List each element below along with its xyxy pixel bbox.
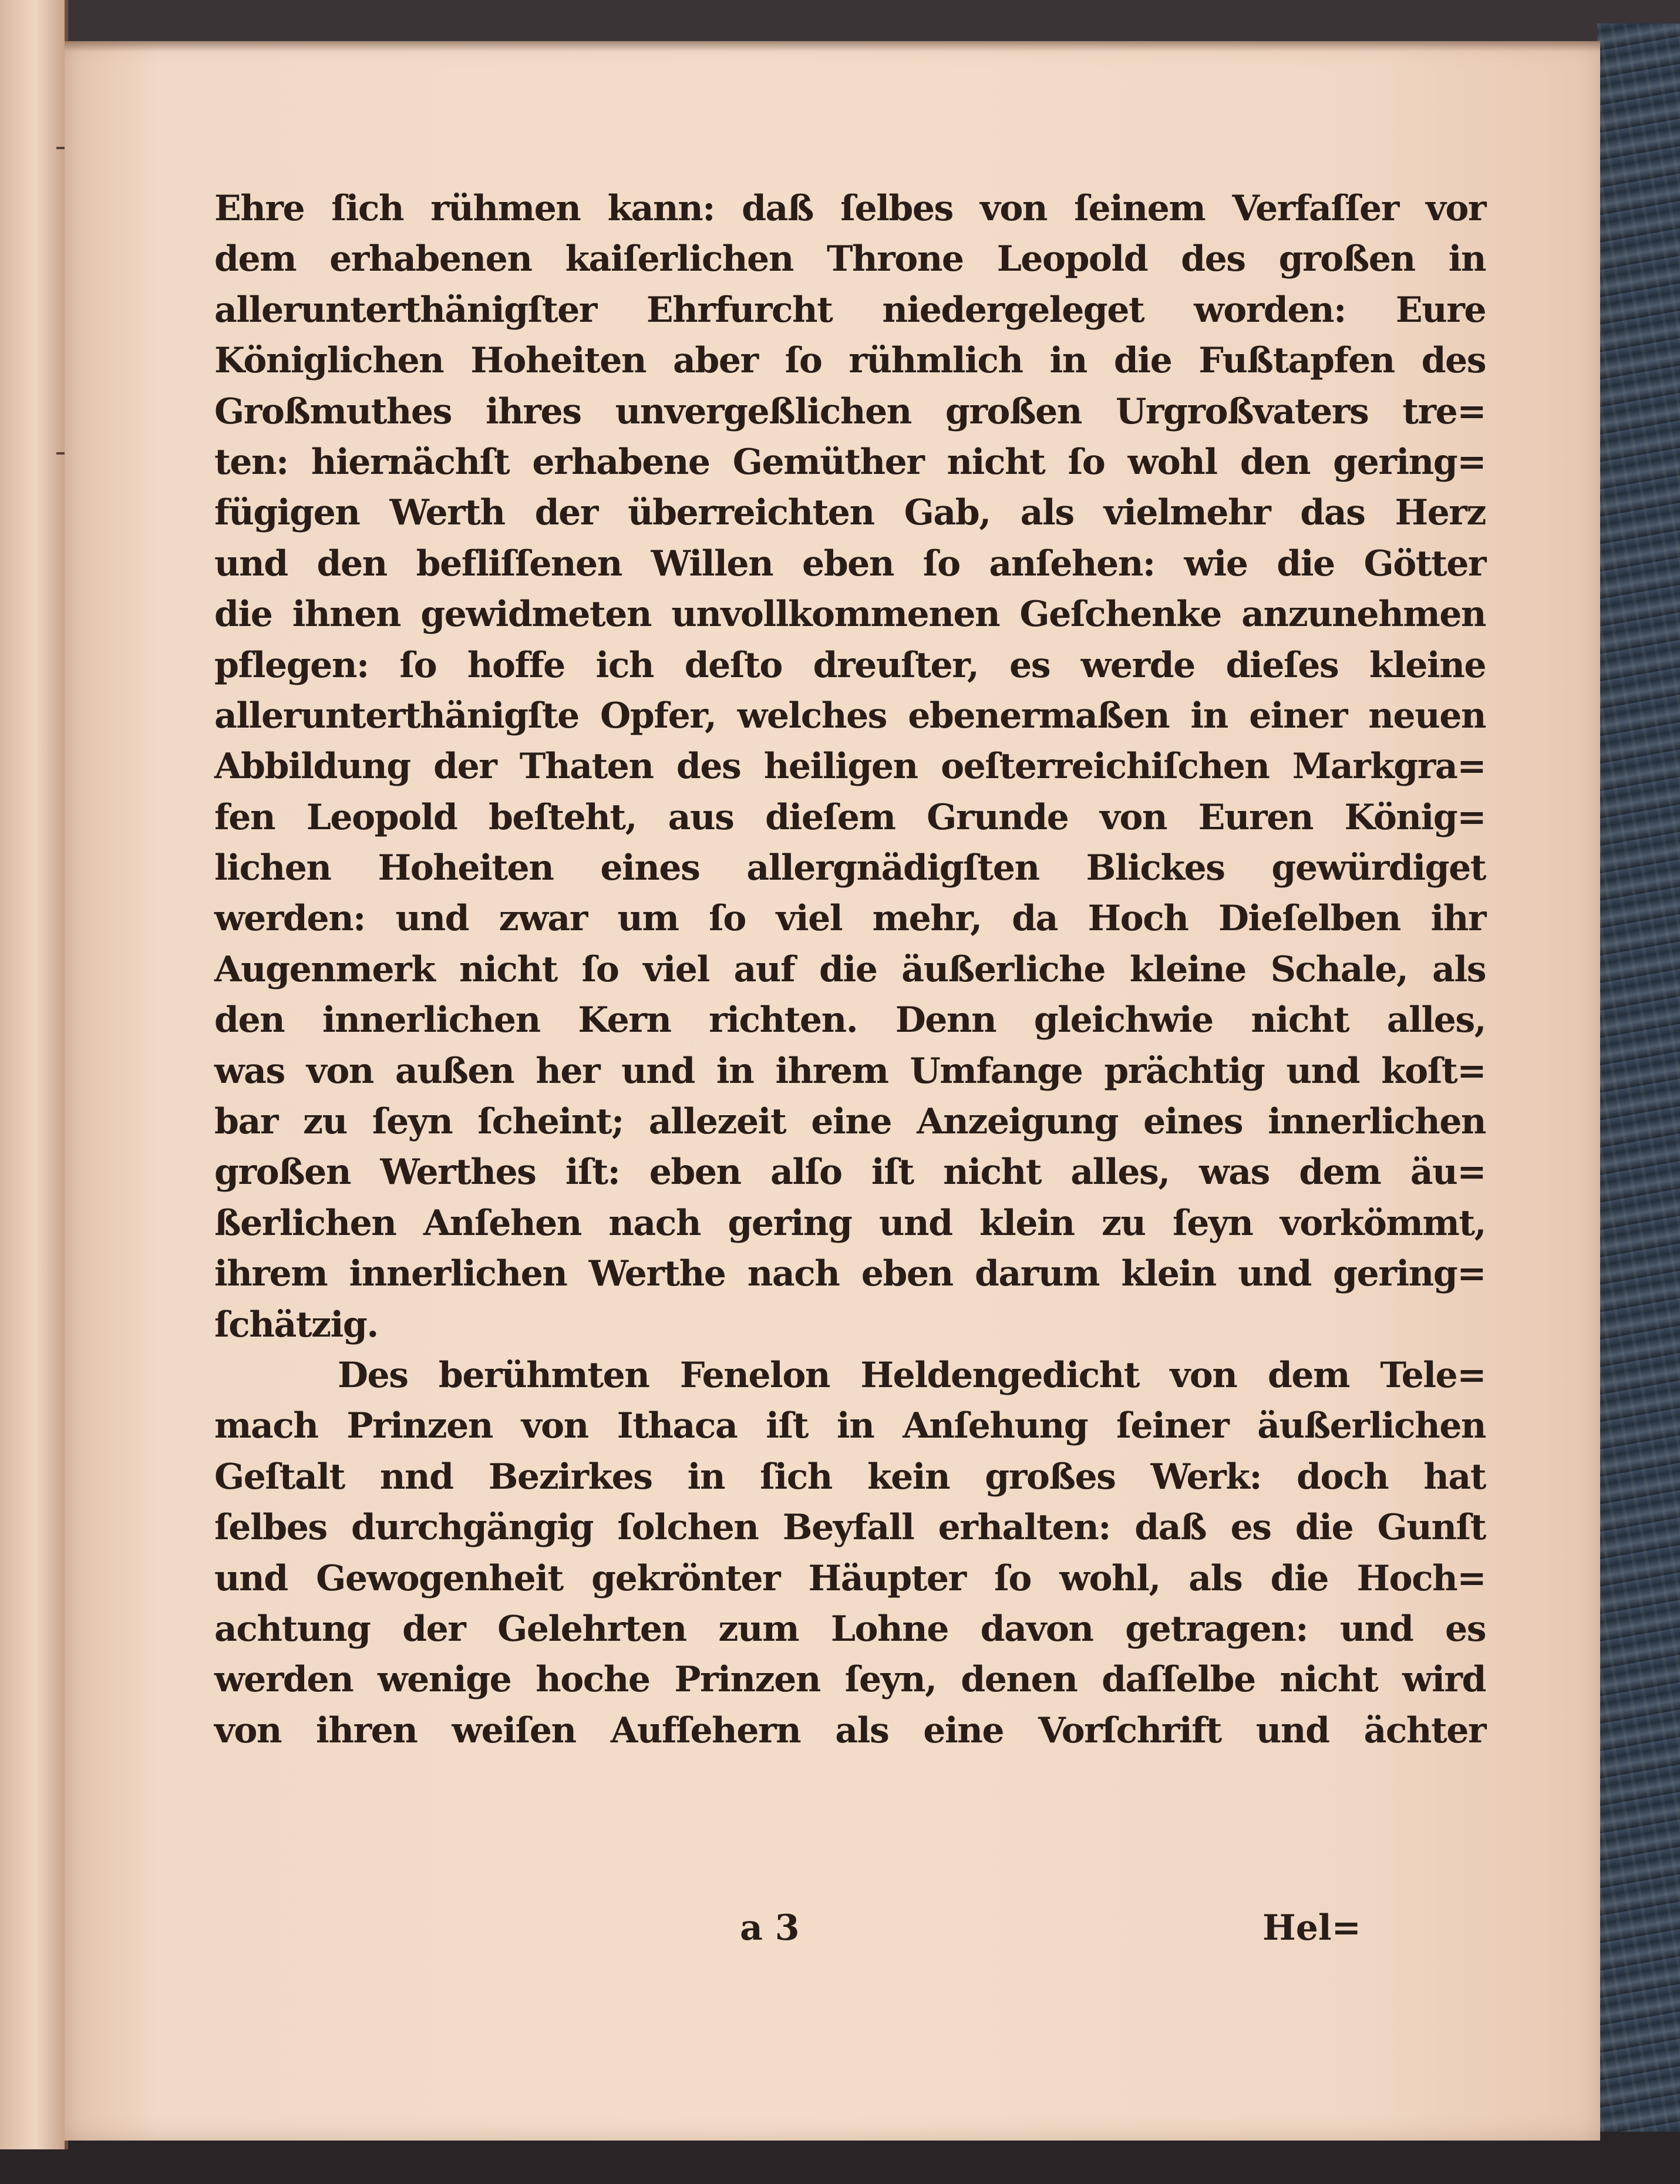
text-line: ſelbes durchgängig ſolchen Beyfall erhalten: daß es die Gunſt [214,1507,1486,1549]
catchword: Hel= [1262,1907,1361,1949]
text-line: mach Prinzen von Ithaca iſt in Anſehung ſeiner äußerlichen [214,1405,1486,1447]
text-line: Geſtalt nnd Bezirkes in ſich kein großes Werk: doch hat [214,1456,1486,1497]
text-line: allerunterthänigſte Opfer, welches ebenermaßen in einer neuen [214,695,1486,736]
text-line: ihrem innerlichen Werthe nach eben darum klein und gering= [214,1253,1486,1295]
text-line: Augenmerk nicht ſo viel auf die äußerliche kleine Schale, als [214,948,1486,990]
paragraph-end-line: ſchätzig. [214,1304,378,1345]
text-line: von ihren weiſen Aufſehern als eine Vorſchrift und ächter [214,1709,1486,1751]
text-line: großen Werthes iſt: eben alſo iſt nicht alles, was dem äu= [214,1152,1486,1193]
text-line: Königlichen Hoheiten aber ſo rühmlich in die Fußtapfen des [214,340,1486,382]
previous-page-edge [0,0,68,2149]
text-line: allerunterthänigſter Ehrfurcht niedergeleget worden: Eure [214,289,1486,331]
paragraph-start-line: Des berühmten Fenelon Heldengedicht von dem Tele= [338,1354,1486,1396]
text-line: lichen Hoheiten eines allergnädigſten Blickes gewürdiget [214,847,1486,889]
text-line: ten: hiernächſt erhabene Gemüther nicht ſo wohl den gering= [214,441,1486,483]
text-line: die ihnen gewidmeten unvollkommenen Geſchenke anzunehmen [214,594,1486,635]
text-line: werden: und zwar um ſo viel mehr, da Hoch Dieſelben ihr [214,898,1486,940]
page-text [214,183,1486,1756]
text-line: den innerlichen Kern richten. Denn gleichwie nicht alles, [214,1000,1486,1041]
book-cover-edge [1597,23,1680,2184]
text-line: werden wenige hoche Prinzen ſeyn, denen daſſelbe nicht wird [214,1659,1486,1701]
text-line: fen Leopold beſteht, aus dieſem Grunde von Euren König= [214,796,1486,838]
text-line: bar zu ſeyn ſcheint; allezeit eine Anzeigung eines innerlichen [214,1101,1486,1143]
text-line: Ehre ſich rühmen kann: daß ſelbes von ſeinem Verfaſſer vor [214,188,1486,229]
text-line: und Gewogenheit gekrönter Häupter ſo wohl, als die Hoch= [214,1557,1486,1599]
text-line: und den befliſſenen Willen eben ſo anſehen: wie die Götter [214,543,1486,584]
text-line: Abbildung der Thaten des heiligen oeſterreichiſchen Markgra= [214,746,1486,788]
text-line: fügigen Werth der überreichten Gab, als vielmehr das Herz [214,492,1486,534]
signature-mark: a 3 [740,1907,800,1949]
text-line: achtung der Gelehrten zum Lohne davon getragen: und es [214,1608,1486,1650]
text-line: pflegen: ſo hoffe ich deſto dreuſter, es werde dieſes kleine [214,644,1486,686]
book-page [65,41,1600,2141]
text-line: Großmuthes ihres unvergeßlichen großen Urgroßvaters tre= [214,391,1486,432]
text-line: was von außen her und in ihrem Umfange prächtig und koſt= [214,1050,1486,1092]
text-line: dem erhabenen kaiſerlichen Throne Leopold des großen in [214,238,1486,280]
text-line: ßerlichen Anſehen nach gering und klein zu ſeyn vorkömmt, [214,1202,1486,1244]
